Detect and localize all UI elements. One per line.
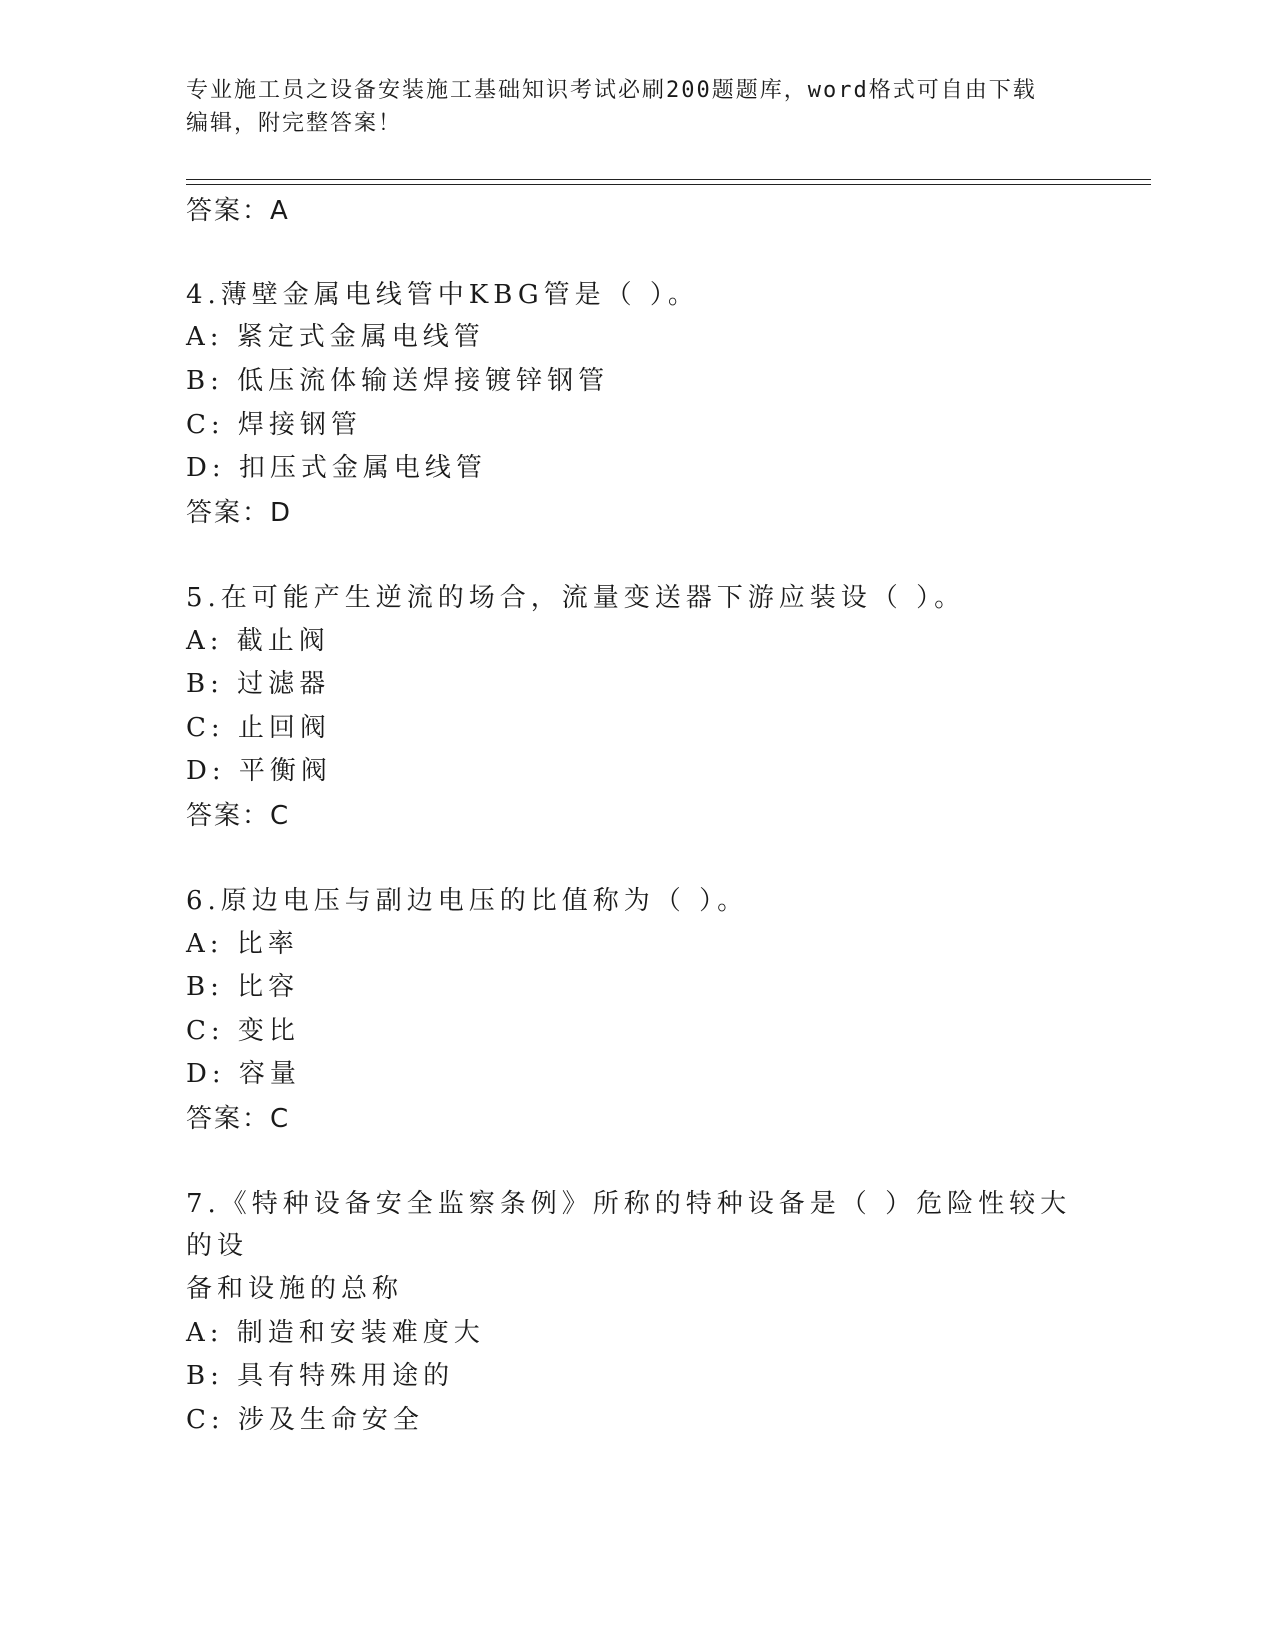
header-divider-bottom: [186, 184, 1151, 185]
question-text: 5.在可能产生逆流的场合，流量变送器下游应装设（ ）。: [186, 583, 966, 613]
header-line-2: 编辑，附完整答案！: [186, 111, 403, 136]
question-list: [186, 188, 1086, 1442]
question-7: [186, 1183, 1086, 1442]
option-c: C: 止回阀: [186, 713, 331, 743]
document-header: [186, 74, 1086, 140]
answer-prev: 答案：A: [186, 196, 290, 226]
option-d: D: 容量: [186, 1059, 301, 1089]
answer: 答案：D: [186, 498, 293, 528]
answer: 答案：C: [186, 801, 291, 831]
spacer: [186, 1142, 1086, 1183]
question-text: 6.原边电压与副边电压的比值称为（ ）。: [186, 886, 749, 916]
spacer: [186, 234, 1086, 274]
option-a: A: 制造和安装难度大: [186, 1318, 485, 1348]
option-c: C: 涉及生命安全: [186, 1405, 424, 1435]
option-b: B: 过滤器: [186, 669, 331, 699]
option-c: C: 变比: [186, 1016, 300, 1046]
header-divider-top: [186, 179, 1151, 180]
answer: 答案：C: [186, 1104, 291, 1134]
option-b: B: 比容: [186, 972, 300, 1002]
option-d: D: 扣压式金属电线管: [186, 453, 487, 483]
option-b: B: 具有特殊用途的: [186, 1361, 455, 1391]
option-c: C: 焊接钢管: [186, 410, 362, 440]
spacer: [186, 536, 1086, 577]
option-d: D: 平衡阀: [186, 756, 332, 786]
option-a: A: 截止阀: [186, 626, 330, 656]
question-text-line-1: 7.《特种设备安全监察条例》所称的特种设备是（ ）危险性较大的设: [186, 1189, 1072, 1261]
question-text: 4.薄壁金属电线管中KBG管是（ ）。: [186, 280, 699, 310]
option-b: B: 低压流体输送焊接镀锌钢管: [186, 366, 610, 396]
option-a: A: 紧定式金属电线管: [186, 322, 485, 352]
question-5: [186, 577, 1086, 839]
header-line-1: 专业施工员之设备安装施工基础知识考试必刷200题题库，word格式可自由下载: [186, 78, 1037, 103]
question-4: [186, 274, 1086, 536]
question-6: [186, 880, 1086, 1142]
spacer: [186, 839, 1086, 880]
question-text-line-2: 备和设施的总称: [186, 1274, 404, 1304]
option-a: A: 比率: [186, 929, 299, 959]
